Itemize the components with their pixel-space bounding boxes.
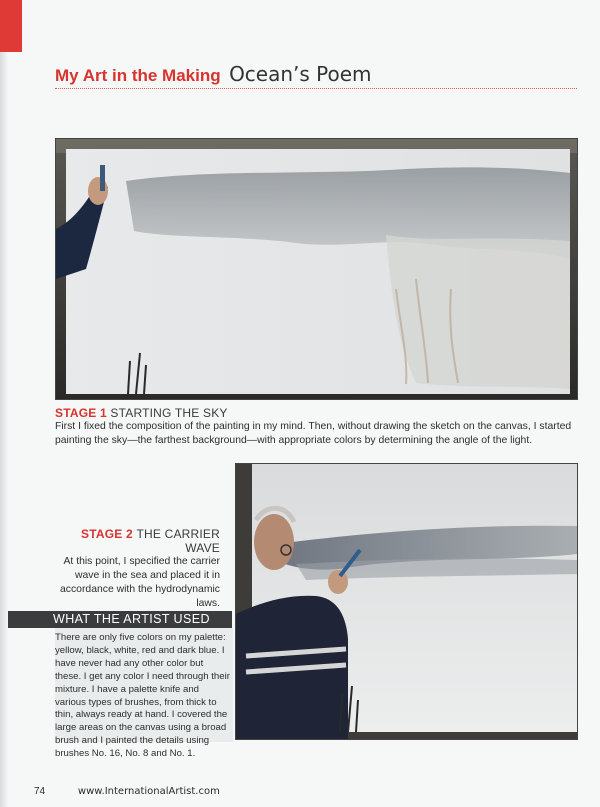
stage-1-title: STARTING THE SKY (110, 406, 228, 420)
section-color-tab (0, 0, 22, 52)
materials-heading-bar (8, 611, 232, 628)
stage-1-text: First I fixed the composition of the painting in my mind. Then, without drawing the sketch on the canvas, I started painting the sky—the farthest background—with appropriate colors by determining the angle of the light. (55, 421, 572, 446)
stage-2-title: THE CARRIER WAVE (136, 527, 220, 555)
page-footer (34, 786, 594, 797)
materials-text: There are only five colors on my palette: yellow, black, white, red and dark blue. I have never had any other color but these. I get any color I need through their mixture. I have a palette knife and various types of brushes, from thick to thin, always ready at hand. I covered the large areas on the canvas using a broad brush and I painted the details using brushes No. 16, No. 8 and No. 1. (55, 632, 230, 760)
stage-1-section (55, 406, 580, 448)
stage-1-heading (55, 406, 580, 420)
page-gutter-shadow (0, 52, 8, 807)
stage-2-heading (58, 527, 220, 555)
stage-1-photo-graphic (56, 139, 577, 399)
stage-1-label: STAGE 1 (55, 406, 107, 420)
article-title: Ocean’s Poem (229, 62, 372, 86)
series-title: My Art in the Making (55, 66, 221, 85)
stage-2-label: STAGE 2 (81, 527, 133, 541)
stage-1-photo (55, 138, 578, 400)
stage-2-text: At this point, I specified the carrier wave in the sea and placed it in accordance with the hydrodynamic laws. (60, 556, 220, 609)
article-header (55, 62, 577, 89)
materials-heading: WHAT THE ARTIST USED (53, 612, 210, 626)
stage-2-photo (235, 463, 578, 740)
stage-2-photo-graphic (236, 464, 577, 739)
page-number: 74 (34, 786, 46, 797)
footer-url[interactable]: www.InternationalArtist.com (77, 786, 220, 797)
stage-2-section (58, 527, 220, 611)
